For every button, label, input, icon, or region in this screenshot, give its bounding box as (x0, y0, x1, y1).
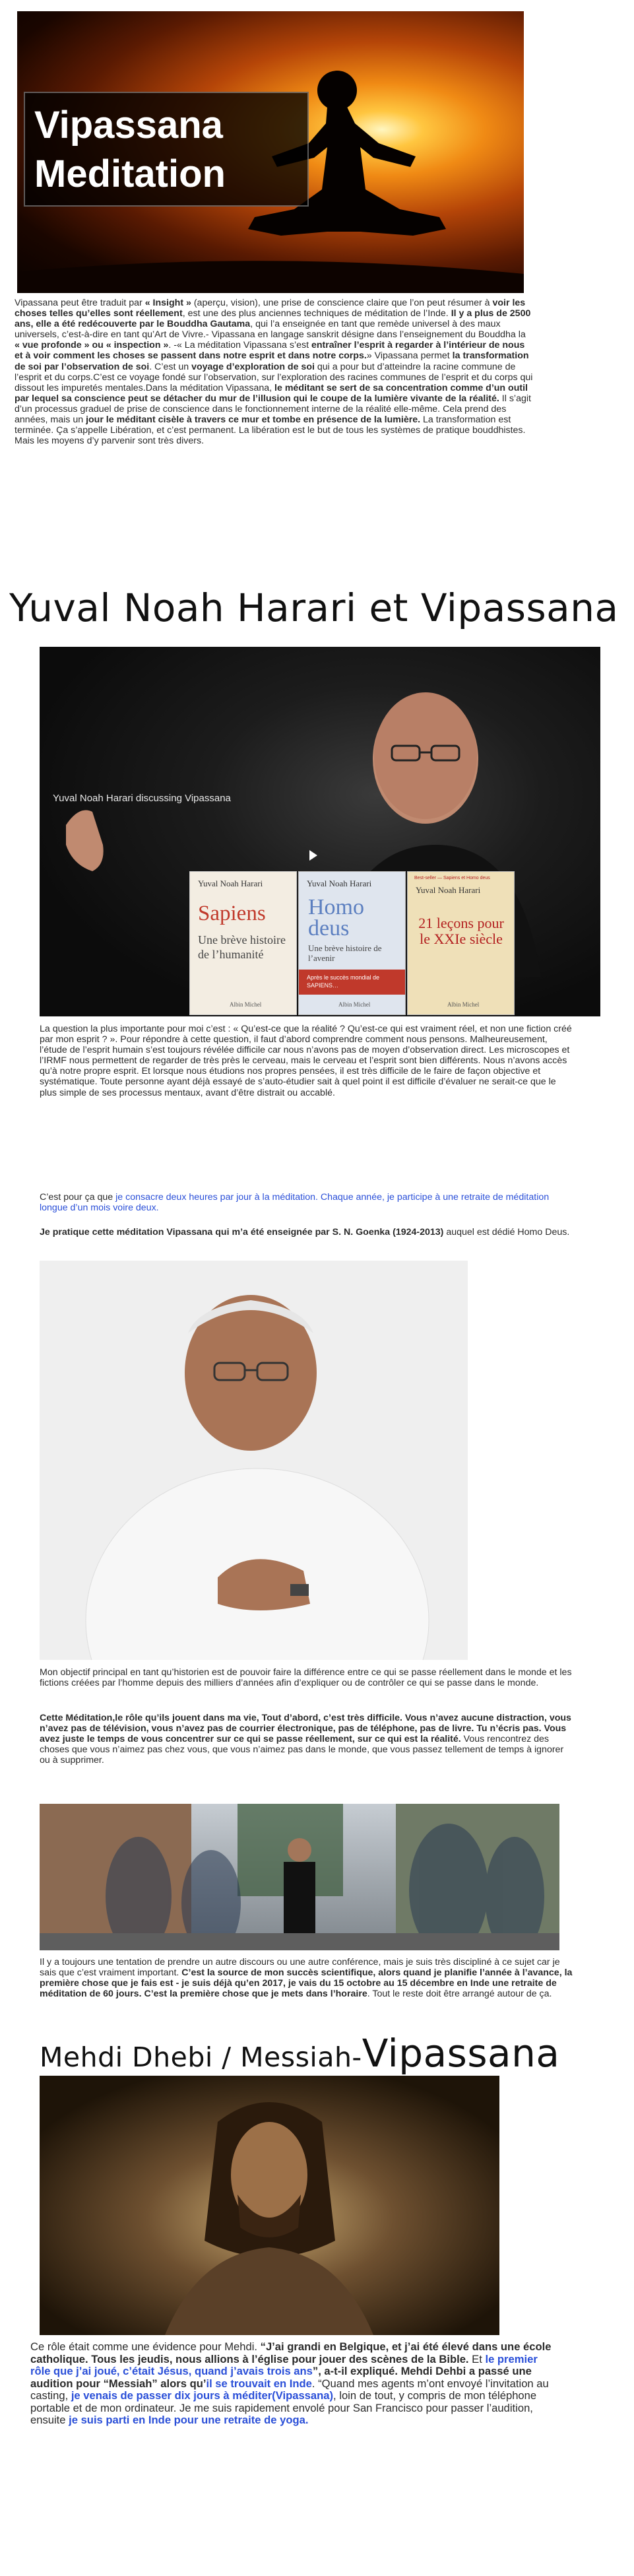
mehdi-paragraph: Ce rôle était comme une évidence pour Mehdi. “J’ai grandi en Belgique, et j’ai été élevé dans une école catholique. Tous les jeudis, nous allions à l’église pour jouer des scènes de la Bible. Et le premier rôle que j’ai joué, c’était Jésus, quand j’avais trois ans”, a-t-il expliqué. Mehdi Dehbi a passé une audition pour “Messiah” alors qu’il se trouvait en Inde. “Quand mes agents m’ont envoyé l’invitation au casting, je venais de passer dix jours à méditer(Vipassana), loin de tout, y compris de mon téléphone portable et de mon ordinateur. Je me suis rapidement envolé pour San Francisco pour passer l’audition, ensuite je suis parti en Inde pour une retraite de yoga. (30, 2340, 552, 2426)
harari-paragraph-2: C’est pour ça que je consacre deux heures par jour à la méditation. Chaque année, je participe à une retraite de méditation longue d’un mois voire deux. (40, 1192, 550, 1214)
hero-title-line1: Vipassana (34, 104, 223, 147)
book-subtitle: Une brève histoire de l’humanité (198, 933, 286, 961)
harari-paragraph-6: Il y a toujours une tentation de prendre un autre discours ou une autre conférence, mais je suis très discipliné à ce sujet car je sais que c’est vraiment important. C’est la source de mon succès scientifique, alors quand je planifie l’année à l’avance, la première chose que je fais est - je suis déjà qu’en 2017, je vais du 15 octobre au 15 décembre en Inde une retraite de méditation de 60 jours. C’est la première chose que je mets dans l’horaire. Tout le reste doit être arrangé autour de ça. (40, 1957, 573, 2000)
play-icon[interactable] (309, 850, 317, 861)
intro-paragraph: Vipassana peut être traduit par « Insight » (aperçu, vision), une prise de conscience claire que l’on peut résumer à voir les choses telles qu’elles sont réellement, est une des plus anciennes techniques de méditation de l’Inde. Il y a plus de 2500 ans, elle a été redécouverte par le Bouddha Gautama, qui l’a enseignée en tant que remède universel à des maux universels, c’est-à-dire en tant qu’Art de Vivre.- Vipassana en langage sanskrit désigne dans l’enseignement du Bouddha la « vue profonde » ou « inspection ». -« La méditation Vipassana s’est entraîner l’esprit à regarder à l’intérieur de nous et à voir comment les choses se passent dans notre esprit et dans notre corps.» Vipassana permet la transformation de soi par l’observation de soi. C’est un voyage d’exploration de soi qui a pour but d’atteindre la racine commune de l’esprit et du corps.C’est ce voyage fondé sur l’observation, sur l’exploration des racines communes de l’esprit et du corps qui dissout les impuretés mentales.Dans la méditation Vipassana, le méditant se sert de sa concentration comme d’un outil par lequel sa conscience peut se détacher du mur de l’illusion qui le coupe de la lumière vivante de la réalité. Il s’agit d’un processus graduel de prise de conscience dans le fonctionnement interne de la réalité elle-même. Cela prend des années, mais un jour le méditant cisèle à travers ce mur et tombe en présence de la lumière. La transformation est terminée. Ça s’appelle Libération, et c’est permanent. La libération est le but de tous les systèmes de pratique bouddhistes. Mais les moyens d’y parvenir sont très divers. (15, 298, 533, 447)
goenka-photo (40, 1261, 468, 1660)
hero-title (24, 92, 309, 207)
harari-street-photo (40, 1804, 559, 1950)
book-title: Sapiens (198, 902, 266, 925)
book-author: Yuval Noah Harari (307, 878, 372, 888)
section-title-mehdi-large: Vipassana (362, 2031, 560, 2076)
book-author: Yuval Noah Harari (198, 878, 263, 888)
hero-image (17, 11, 524, 293)
book-publisher: Albin Michel (230, 1001, 262, 1008)
section-title-mehdi-small: Mehdi Dhebi / Messiah- (40, 2041, 362, 2073)
book-sapiens (189, 871, 297, 1015)
book-band: Après le succès mondial de SAPIENS… (299, 970, 406, 995)
harari-paragraph-5: Cette Méditation,le rôle qu’ils jouent dans ma vie, Tout d’abord, c’est très difficile. Vous n’avez aucune distraction, vous n’avez pas de télévision, vous n’avez pas de courrier électronique, pas de téléphone, pas de livre. Tu n’écris pas. Vous avez juste le temps de vous concentrer sur ce qui se passe réellement, sur ce qui est la réalité. Vous rencontrez des choses que vous n’aimez pas chez vous, que vous n’aimez pas dans le monde, que vous passez tellement de temps à ignorer ou à supprimer. (40, 1713, 571, 1766)
book-publisher: Albin Michel (447, 1001, 480, 1008)
book-topline: Best-seller — Sapiens et Homo deus (414, 876, 490, 880)
harari-paragraph-1: La question la plus importante pour moi c’est : « Qu’est-ce que la réalité ? Qu’est-ce qui est vraiment réel, et non une fiction créé par mon esprit ? ». Pour répondre à cette question, il faut d’abord comprendre comment nous pensons. Malheureusement, l’étude de l’esprit humain s’est toujours révélée difficile car nous n’avons pas de moyen d’observation direct. Les microscopes et l’IRMF nous permettent de regarder de très près le cerveau, mais le cerveau et l’esprit sont bien différents. Nous n’avons accès qu’à notre propre esprit. Et lorsque nous étudions nos propres pensées, il est très difficile de le faire de façon objective et systématique. Toute personne ayant déjà essayé de s’auto-étudier sait à quel point il est difficile d’évaluer ne serait-ce que le plus simple de ses processus mentaux, avant d’être distrait ou accablé. (40, 1024, 572, 1098)
hero-title-line2: Meditation (34, 152, 226, 195)
book-author: Yuval Noah Harari (416, 885, 481, 895)
harari-paragraph-3: Je pratique cette méditation Vipassana qui m’a été enseignée par S. N. Goenka (1924-2013) auquel est dédié Homo Deus. (40, 1227, 570, 1238)
messiah-photo (40, 2076, 499, 2335)
book-publisher: Albin Michel (338, 1001, 371, 1008)
video-caption: Yuval Noah Harari discussing Vipassana (53, 793, 231, 804)
book-title: Homo deus (308, 895, 364, 941)
book-homo-deus (298, 871, 406, 1015)
section-title-mehdi (40, 2031, 559, 2076)
book-title: 21 leçons pour le XXIe siècle (418, 915, 504, 947)
video-player[interactable] (40, 647, 600, 1016)
book-subtitle: Une brève histoire de l’avenir (308, 943, 382, 963)
harari-paragraph-4: Mon objectif principal en tant qu’historien est de pouvoir faire la différence entre ce qui se passe réellement dans le monde et les fictions créées par l’homme depuis des milliers d’années afin d’expliquer ou de contrôler ce qui se passe dans le monde. (40, 1667, 572, 1689)
section-title-harari: Yuval Noah Harari et Vipassana (9, 585, 619, 630)
book-21-lecons (407, 871, 515, 1015)
